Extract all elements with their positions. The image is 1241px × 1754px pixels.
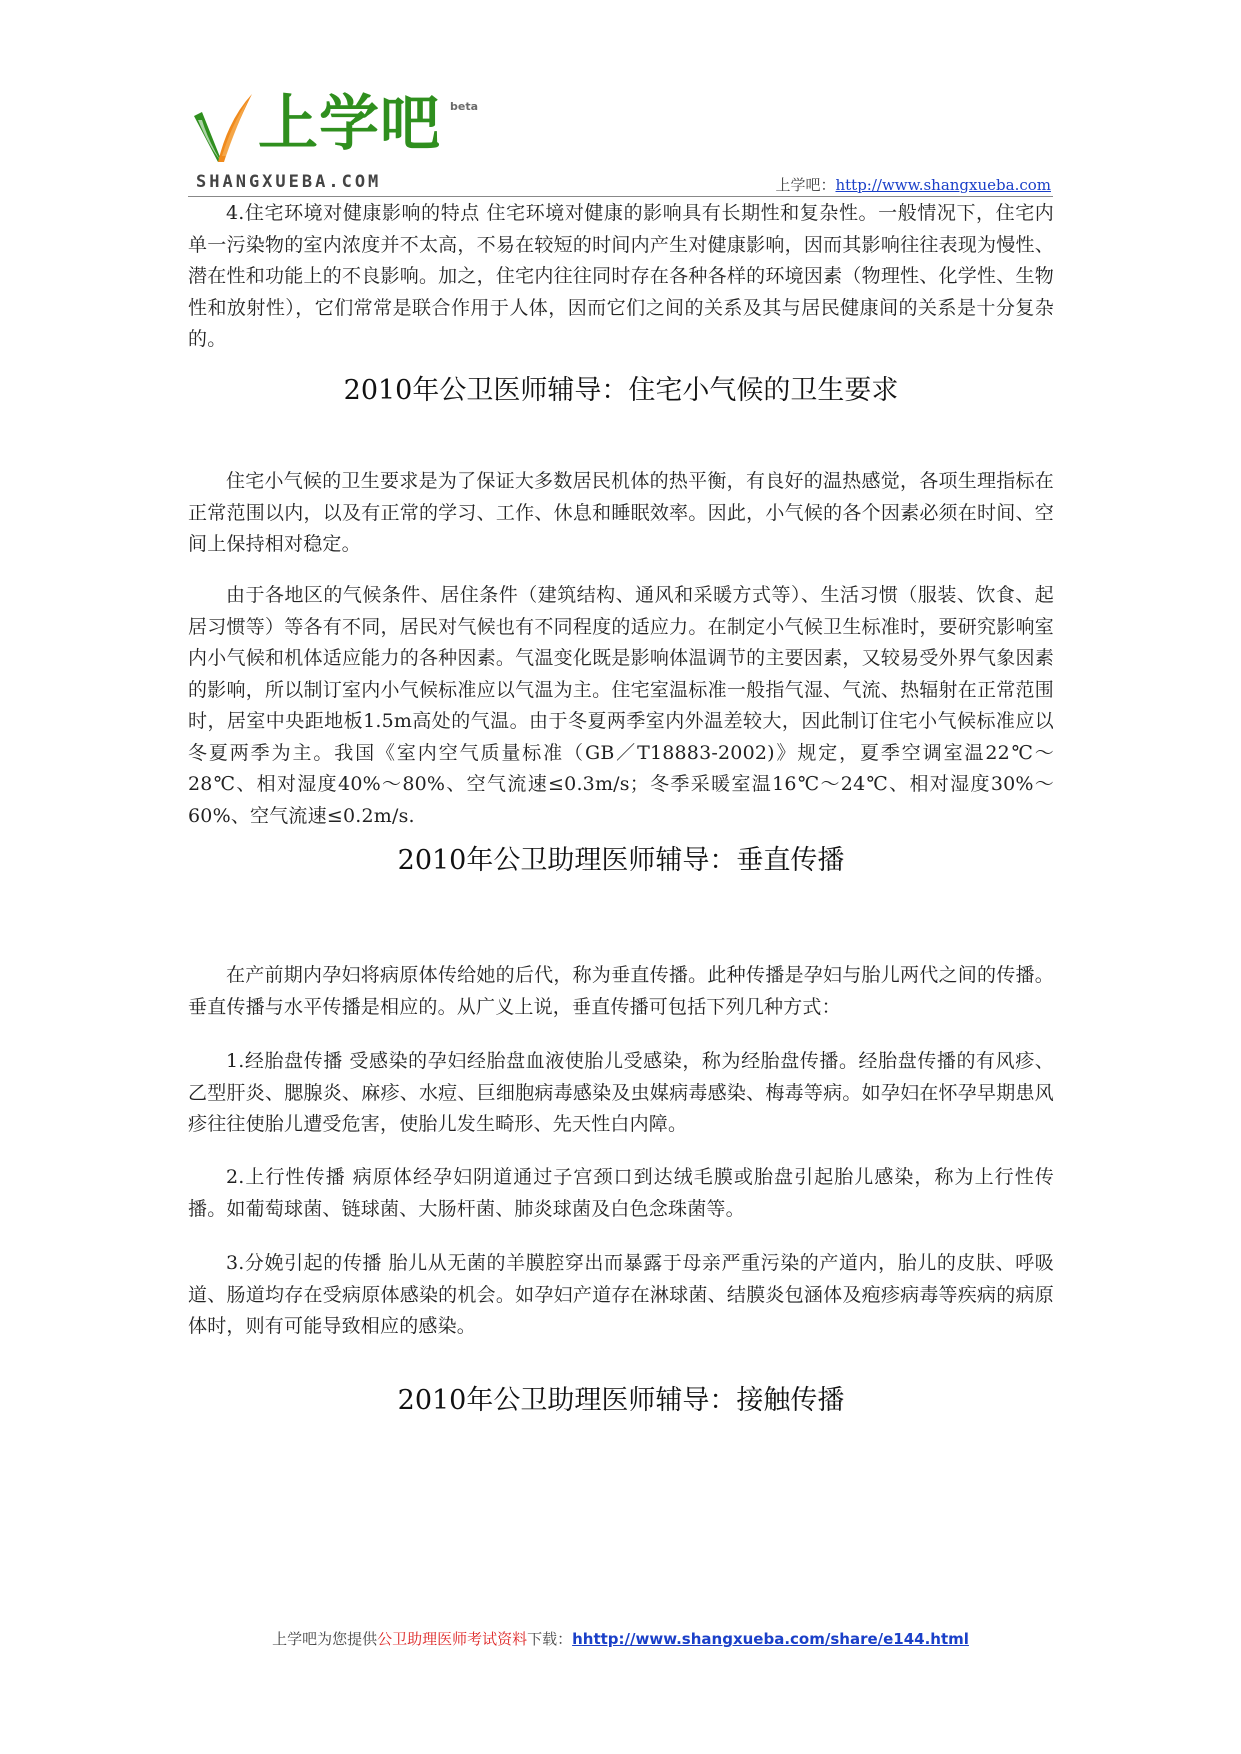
footer-highlight[interactable]: 公卫助理医师考试资料	[377, 1630, 528, 1648]
logo-english-text: SHANGXUEBA.COM	[196, 172, 382, 192]
footer-download-link[interactable]: hhttp://www.shangxueba.com/share/e144.html	[572, 1630, 969, 1648]
paragraph: 2.上行性传播 病原体经孕妇阴道通过子宫颈口到达绒毛膜或胎盘引起胎儿感染，称为上行性传播。如葡萄球菌、链球菌、大肠杆菌、肺炎球菌及白色念珠菌等。	[188, 1166, 1054, 1220]
paragraph: 4.住宅环境对健康影响的特点 住宅环境对健康的影响具有长期性和复杂性。一般情况下，住宅内单一污染物的室内浓度并不太高，不易在较短的时间内产生对健康影响，因而其影响往往表现为慢性、潜在性和功能上的不良影响。加之，住宅内往往同时存在各种各样的环境因素（物理性、化学性、生物性和放射性），它们常常是联合作用于人体，因而它们之间的关系及其与居民健康间的关系是十分复杂的。	[188, 202, 1054, 350]
paragraph: 由于各地区的气候条件、居住条件（建筑结构、通风和采暖方式等）、生活习惯（服装、饮食、起居习惯等）等各有不同，居民对气候也有不同程度的适应力。在制定小气候卫生标准时，要研究影响室内小气候和机体适应能力的各种因素。气温变化既是影响体温调节的主要因素，又较易受外界气象因素的影响，所以制订室内小气候标准应以气温为主。住宅室温标准一般指气湿、气流、热辐射在正常范围时，居室中央距地板1.5m高处的气温。由于冬夏两季室内外温差较大，因此制订住宅小气候标准应以冬夏两季为主。我国《室内空气质量标准（GB／T18883-2002)》规定，夏季空调室温22℃～28℃、相对湿度40%～80%、空气流速≤0.3m/s；冬季采暖室温16℃～24℃、相对湿度30%～60%、空气流速≤0.2m/s.	[188, 584, 1054, 827]
logo-beta-tag: beta	[450, 100, 479, 113]
paragraph: 3.分娩引起的传播 胎儿从无菌的羊膜腔穿出而暴露于母亲严重污染的产道内，胎儿的皮肤、呼吸道、肠道均存在受病原体感染的机会。如孕妇产道存在淋球菌、结膜炎包涵体及疱疹病毒等疾病的病原体时，则有可能导致相应的感染。	[188, 1252, 1054, 1337]
header-site-url[interactable]: http://www.shangxueba.com	[835, 176, 1051, 194]
footer-prefix: 上学吧为您提供	[272, 1630, 378, 1648]
section-title: 2010年公卫助理医师辅导：接触传播	[397, 1385, 845, 1416]
footer	[0, 1628, 1241, 1649]
leaf-logo-icon	[188, 90, 254, 168]
header-site-label: 上学吧：	[775, 176, 836, 194]
paragraph: 住宅小气候的卫生要求是为了保证大多数居民机体的热平衡，有良好的温热感觉，各项生理指标在正常范围以内，以及有正常的学习、工作、休息和睡眠效率。因此，小气候的各个因素必须在时间、空间上保持相对稳定。	[188, 470, 1054, 555]
section-title: 2010年公卫助理医师辅导：垂直传播	[397, 845, 845, 876]
header-site-link	[775, 174, 1051, 195]
logo-chinese-text: 上学吧	[258, 89, 441, 159]
header-divider	[188, 196, 1053, 197]
section-title: 2010年公卫医师辅导：住宅小气候的卫生要求	[343, 375, 899, 406]
paragraph: 1.经胎盘传播 受感染的孕妇经胎盘血液使胎儿受感染，称为经胎盘传播。经胎盘传播的有风疹、乙型肝炎、腮腺炎、麻疹、水痘、巨细胞病毒感染及虫媒病毒感染、梅毒等病。如孕妇在怀孕早期患风疹往往使胎儿遭受危害，使胎儿发生畸形、先天性白内障。	[188, 1050, 1054, 1135]
site-logo[interactable]	[188, 84, 508, 194]
footer-mid: 下载：	[527, 1630, 573, 1648]
paragraph: 在产前期内孕妇将病原体传给她的后代，称为垂直传播。此种传播是孕妇与胎儿两代之间的传播。垂直传播与水平传播是相应的。从广义上说，垂直传播可包括下列几种方式：	[188, 964, 1054, 1018]
